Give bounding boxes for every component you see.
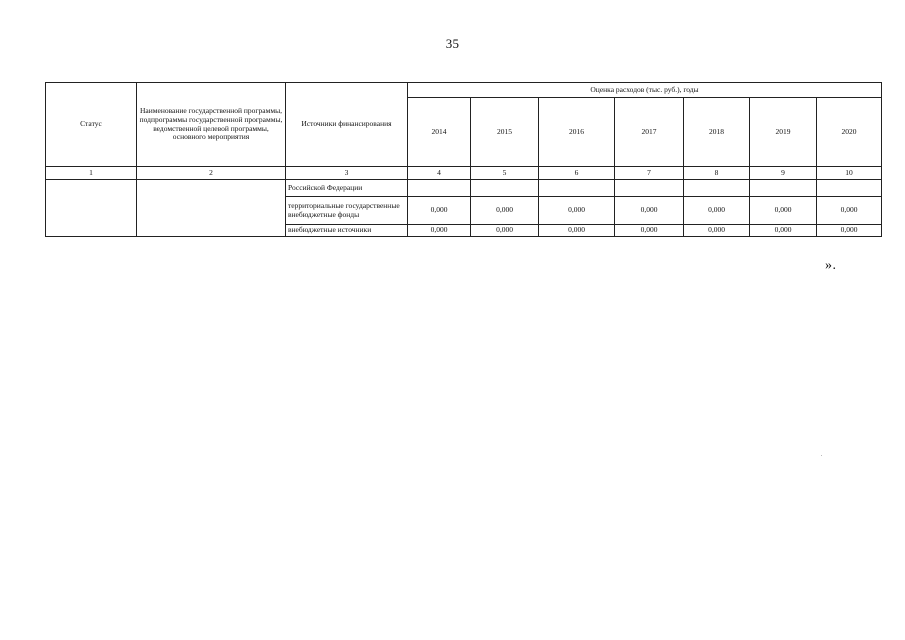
value-cell: 0,000 <box>684 197 750 225</box>
financing-source-cell: внебюджетные источники <box>286 225 408 237</box>
value-cell <box>408 180 471 197</box>
header-year: 2018 <box>684 98 750 167</box>
expense-estimate-table <box>45 82 882 237</box>
scan-speck <box>821 455 822 456</box>
column-number: 4 <box>408 167 471 180</box>
header-expense-estimate: Оценка расходов (тыс. руб.), годы <box>408 83 882 98</box>
header-program-name: Наименование государственной программы, подпрограммы государственной программы, ведомственной целевой программы, основного мероприятия <box>137 83 286 167</box>
value-cell: 0,000 <box>750 197 817 225</box>
column-number: 10 <box>817 167 882 180</box>
column-number: 2 <box>137 167 286 180</box>
value-cell: 0,000 <box>750 225 817 237</box>
value-cell: 0,000 <box>615 225 684 237</box>
financing-source-cell: территориальные государственные внебюджетные фонды <box>286 197 408 225</box>
value-cell <box>750 180 817 197</box>
column-number: 6 <box>539 167 615 180</box>
table-row <box>46 180 882 197</box>
status-cell <box>46 180 137 237</box>
header-year: 2016 <box>539 98 615 167</box>
column-number: 5 <box>471 167 539 180</box>
header-year: 2017 <box>615 98 684 167</box>
value-cell: 0,000 <box>684 225 750 237</box>
column-number: 7 <box>615 167 684 180</box>
header-financing-source: Источники финансирования <box>286 83 408 167</box>
column-number: 8 <box>684 167 750 180</box>
value-cell: 0,000 <box>539 197 615 225</box>
header-year: 2019 <box>750 98 817 167</box>
value-cell <box>471 180 539 197</box>
value-cell: 0,000 <box>408 197 471 225</box>
value-cell: 0,000 <box>471 225 539 237</box>
value-cell <box>615 180 684 197</box>
header-year: 2014 <box>408 98 471 167</box>
value-cell: 0,000 <box>471 197 539 225</box>
value-cell: 0,000 <box>615 197 684 225</box>
header-year: 2020 <box>817 98 882 167</box>
program-name-cell <box>137 180 286 237</box>
value-cell: 0,000 <box>817 225 882 237</box>
header-status: Статус <box>46 83 137 167</box>
page-number: 35 <box>445 36 460 51</box>
financing-source-cell: Российской Федерации <box>286 180 408 197</box>
value-cell <box>684 180 750 197</box>
column-number: 1 <box>46 167 137 180</box>
value-cell: 0,000 <box>539 225 615 237</box>
value-cell <box>817 180 882 197</box>
closing-quote: ». <box>825 258 837 273</box>
column-number: 9 <box>750 167 817 180</box>
value-cell <box>539 180 615 197</box>
column-number-row <box>46 167 882 180</box>
header-year: 2015 <box>471 98 539 167</box>
column-number: 3 <box>286 167 408 180</box>
value-cell: 0,000 <box>408 225 471 237</box>
value-cell: 0,000 <box>817 197 882 225</box>
